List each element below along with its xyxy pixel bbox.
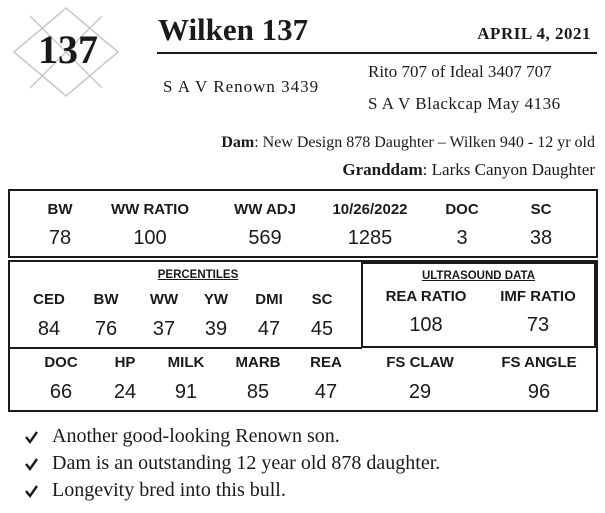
- granddam-value: : Larks Canyon Daughter: [422, 160, 595, 179]
- pct-label-rea: REA: [310, 354, 342, 371]
- pct-value-marb: 85: [246, 381, 270, 403]
- list-item: [24, 423, 440, 450]
- dam-line: [221, 134, 595, 152]
- ultrasound-title: ULTRASOUND DATA: [421, 270, 536, 282]
- us-label-imf-ratio: IMF RATIO: [500, 288, 576, 305]
- weights-box: [8, 189, 598, 258]
- weight-value-sc: 38: [529, 227, 553, 249]
- pct-label-ww: WW: [149, 291, 179, 308]
- list-item: [24, 450, 440, 477]
- fs-value-claw: 29: [408, 381, 432, 403]
- pct-label-ced: CED: [33, 291, 65, 308]
- weight-value-ww-adj: 569: [248, 227, 282, 249]
- us-value-imf-ratio: 73: [526, 314, 550, 336]
- notes-list: [24, 423, 440, 504]
- granddam-label: Granddam: [342, 160, 423, 179]
- weight-label-ww-ratio: WW RATIO: [110, 201, 190, 218]
- pct-label-bw: BW: [93, 291, 119, 308]
- granddam-line: [342, 160, 595, 180]
- paternal-granddam: S A V Blackcap May 4136: [368, 94, 561, 113]
- pct-value-rea: 47: [314, 381, 338, 403]
- weight-label-bw: BW: [47, 201, 73, 218]
- pct-label-dmi: DMI: [255, 291, 283, 308]
- pct-value-ced: 84: [37, 318, 61, 340]
- weight-label-doc: DOC: [445, 201, 479, 218]
- weight-label-date: 10/26/2022: [332, 201, 408, 218]
- pct-value-sc: 45: [310, 318, 334, 340]
- weight-value-doc: 3: [456, 227, 468, 249]
- checkmark-icon: [24, 484, 52, 498]
- weight-value-ww-ratio: 100: [133, 227, 167, 249]
- note-text: Longevity bred into this bull.: [52, 479, 286, 501]
- fs-label-claw: FS CLAW: [386, 354, 454, 371]
- pct-label-doc: DOC: [44, 354, 78, 371]
- weight-label-ww-adj: WW ADJ: [234, 201, 296, 218]
- pct-value-yw: 39: [204, 318, 228, 340]
- pct-value-doc: 66: [49, 381, 73, 403]
- checkmark-icon: [24, 457, 52, 471]
- percentiles-title: PERCENTILES: [157, 269, 239, 281]
- pct-label-milk: MILK: [167, 354, 205, 371]
- fs-value-angle: 96: [527, 381, 551, 403]
- note-text: Another good-looking Renown son.: [52, 425, 340, 447]
- us-label-rea-ratio: REA RATIO: [385, 288, 467, 305]
- pct-value-bw: 76: [94, 318, 118, 340]
- weight-label-sc: SC: [530, 201, 552, 218]
- pct-value-dmi: 47: [257, 318, 281, 340]
- dam-label: Dam: [221, 134, 255, 151]
- pct-label-hp: HP: [114, 354, 136, 371]
- dam-value: : New Design 878 Daughter – Wilken 940 - 12 yr old: [254, 134, 595, 151]
- pct-value-milk: 91: [174, 381, 198, 403]
- weight-value-bw: 78: [48, 227, 72, 249]
- ultrasound-box: [361, 262, 596, 348]
- title-divider: [157, 52, 597, 54]
- fs-label-angle: FS ANGLE: [501, 354, 577, 371]
- lot-number: 137: [38, 27, 98, 72]
- row-divider: [10, 347, 362, 349]
- list-item: [24, 477, 440, 504]
- pct-value-ww: 37: [152, 318, 176, 340]
- pct-label-yw: YW: [203, 291, 229, 308]
- weight-value-date: 1285: [347, 227, 393, 249]
- sire-name: S A V Renown 3439: [163, 77, 320, 96]
- us-value-rea-ratio: 108: [409, 314, 443, 336]
- checkmark-icon: [24, 430, 52, 444]
- pct-value-hp: 24: [113, 381, 137, 403]
- paternal-grandsire: Rito 707 of Ideal 3407 707: [368, 62, 552, 81]
- animal-name: Wilken 137: [158, 12, 309, 47]
- pct-label-marb: MARB: [235, 354, 281, 371]
- note-text: Dam is an outstanding 12 year old 878 daughter.: [52, 452, 441, 474]
- sale-date: APRIL 4, 2021: [477, 24, 591, 43]
- pct-label-sc: SC: [311, 291, 333, 308]
